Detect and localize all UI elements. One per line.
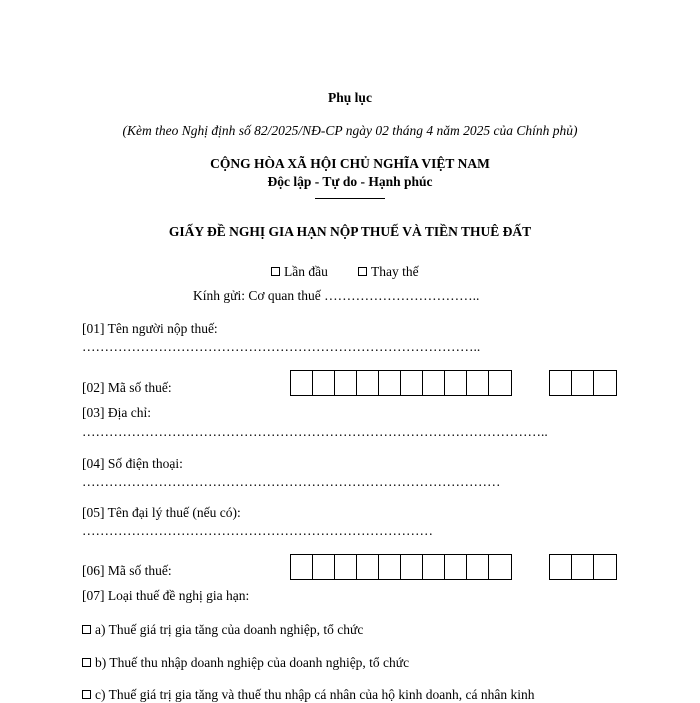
tax-code-cell[interactable]: [313, 371, 335, 395]
agent-tax-code-grid-suffix[interactable]: [549, 554, 617, 580]
addressee-line: Kính gửi: Cơ quan thuế ……………………………..: [193, 288, 480, 303]
tax-code-cell[interactable]: [445, 371, 467, 395]
tax-type-b-label: b) Thuế thu nhập doanh nghiệp của doanh nghiệp, tổ chức: [95, 655, 410, 670]
tax-code-cell[interactable]: [467, 371, 489, 395]
tax-code-cell[interactable]: [313, 555, 335, 579]
tax-code-cell[interactable]: [357, 371, 379, 395]
tax-code-cell[interactable]: [594, 555, 616, 579]
motto-underline: [315, 198, 385, 199]
field-01-fill-line[interactable]: ……………………………………………………………………………..: [82, 339, 481, 354]
tax-code-cell[interactable]: [423, 555, 445, 579]
tax-code-grid-suffix[interactable]: [549, 370, 617, 396]
field-01-label: [01] Tên người nộp thuế:: [82, 321, 218, 336]
form-title: GIẤY ĐỀ NGHỊ GIA HẠN NỘP THUẾ VÀ TIỀN THUÊ ĐẤT: [168, 224, 532, 239]
tax-code-cell[interactable]: [357, 555, 379, 579]
tax-type-option-c[interactable]: [82, 687, 535, 703]
checkbox-tax-type-b[interactable]: [82, 658, 91, 667]
tax-code-cell[interactable]: [489, 371, 511, 395]
tax-type-option-a[interactable]: [82, 622, 363, 638]
tax-code-cell[interactable]: [291, 371, 313, 395]
checkbox-first-time[interactable]: [271, 267, 280, 276]
checkbox-tax-type-c[interactable]: [82, 690, 91, 699]
field-05-label: [05] Tên đại lý thuế (nếu có):: [82, 505, 241, 520]
tax-code-cell[interactable]: [550, 555, 572, 579]
tax-type-c-label: c) Thuế giá trị gia tăng và thuế thu nhập cá nhân của hộ kinh doanh, cá nhân kinh: [95, 687, 535, 702]
tax-code-cell[interactable]: [401, 371, 423, 395]
tax-code-cell[interactable]: [572, 371, 594, 395]
field-03-label: [03] Địa chỉ:: [82, 405, 151, 420]
field-05-fill-line[interactable]: ……………………………………………………………………: [82, 523, 433, 538]
tax-code-cell[interactable]: [335, 371, 357, 395]
agent-tax-code-grid-main[interactable]: [290, 554, 512, 580]
tax-code-cell[interactable]: [572, 555, 594, 579]
tax-code-cell[interactable]: [550, 371, 572, 395]
field-04-label: [04] Số điện thoại:: [82, 456, 183, 471]
tax-type-option-b[interactable]: [82, 655, 409, 671]
option-replace-label: Thay thế: [371, 264, 419, 279]
option-first-time-label: Lần đầu: [284, 264, 328, 279]
tax-code-cell[interactable]: [423, 371, 445, 395]
option-replace[interactable]: [358, 264, 419, 280]
tax-type-a-label: a) Thuế giá trị gia tăng của doanh nghiệp, tổ chức: [95, 622, 364, 637]
tax-code-cell[interactable]: [335, 555, 357, 579]
tax-code-cell[interactable]: [467, 555, 489, 579]
tax-code-cell[interactable]: [379, 371, 401, 395]
tax-code-grid-main[interactable]: [290, 370, 512, 396]
tax-code-cell[interactable]: [291, 555, 313, 579]
national-motto: Độc lập - Tự do - Hạnh phúc: [267, 174, 433, 189]
decree-reference: (Kèm theo Nghị định số 82/2025/NĐ-CP ngày 02 tháng 4 năm 2025 của Chính phủ): [122, 123, 578, 138]
field-04-fill-line[interactable]: …………………………………………………………………………………: [82, 474, 501, 489]
field-07-label: [07] Loại thuế đề nghị gia hạn:: [82, 588, 250, 603]
appendix-title: Phụ lục: [328, 90, 372, 105]
tax-code-cell[interactable]: [379, 555, 401, 579]
checkbox-replace[interactable]: [358, 267, 367, 276]
tax-code-cell[interactable]: [489, 555, 511, 579]
field-03-fill-line[interactable]: …………………………………………………………………………………………..: [82, 424, 548, 439]
tax-code-cell[interactable]: [594, 371, 616, 395]
option-first-time[interactable]: [271, 264, 328, 280]
tax-code-cell[interactable]: [445, 555, 467, 579]
country-name: CỘNG HÒA XÃ HỘI CHỦ NGHĨA VIỆT NAM: [210, 156, 490, 171]
checkbox-tax-type-a[interactable]: [82, 625, 91, 634]
field-06-label: [06] Mã số thuế:: [82, 563, 172, 578]
tax-code-cell[interactable]: [401, 555, 423, 579]
field-02-label: [02] Mã số thuế:: [82, 380, 172, 395]
